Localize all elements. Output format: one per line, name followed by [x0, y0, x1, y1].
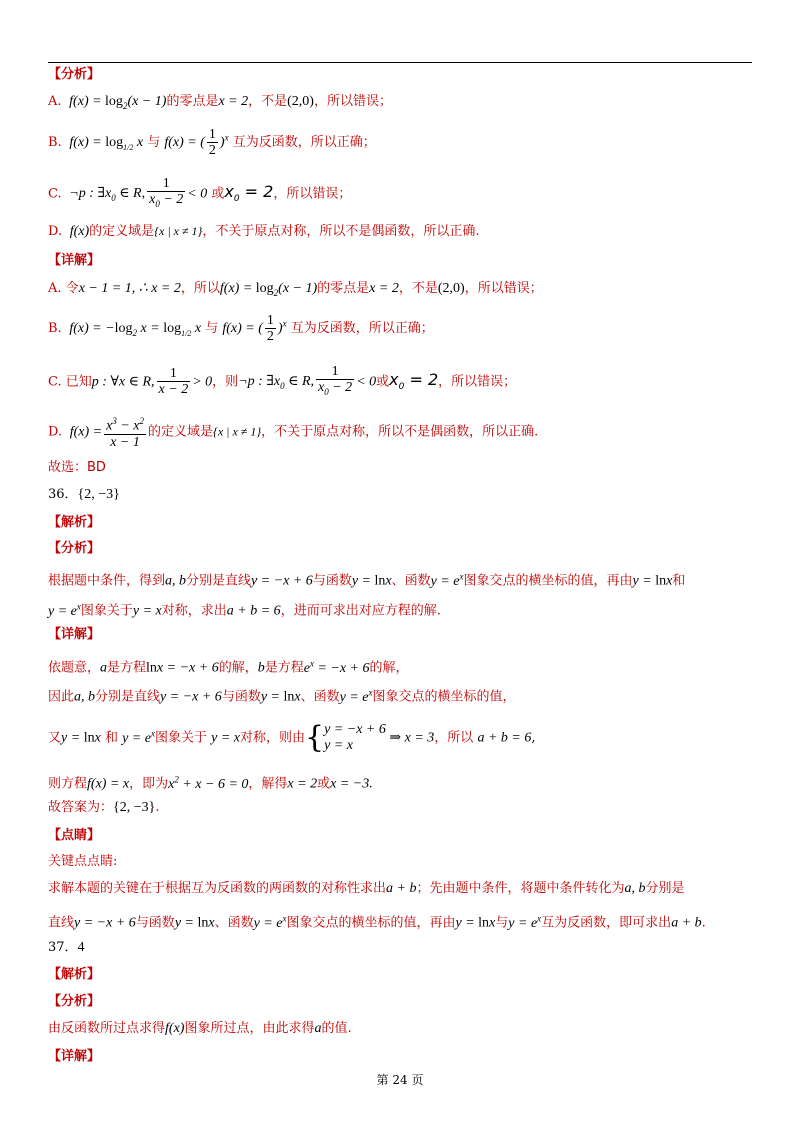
text: ，则: [212, 374, 239, 390]
math-expr: p : ∀x ∈ R,: [91, 374, 155, 390]
label-detail-37: 【详解】: [48, 1049, 101, 1064]
math-expr: a + b = 6: [226, 603, 281, 619]
label-detail-36: 【详解】: [48, 627, 101, 642]
item-prefix: C.: [48, 186, 62, 202]
q36-tip-l1: [48, 880, 685, 898]
analysis-b: [48, 127, 376, 158]
text: 对称，则由: [240, 730, 306, 746]
math-expr: y = lnx: [632, 573, 673, 589]
math-expr: x = 2: [218, 94, 249, 109]
math-expr: x − 1 = 1, ∴ x = 2: [78, 281, 181, 296]
math-expr: {x | x ≠ 1}: [154, 224, 203, 238]
math-expr: y = lnx: [260, 689, 301, 705]
math-frac: $\frac{1}{x_0 - 2}$: [318, 364, 353, 397]
text: ，所以错误；: [313, 94, 392, 109]
math-expr: )$^x$: [219, 132, 229, 150]
analysis-c: [48, 176, 351, 212]
math-expr: y = −x + 6: [74, 915, 136, 931]
item-prefix: C.: [48, 374, 62, 390]
text: ，进而可求出对应方程的解.: [280, 603, 441, 619]
math-expr: $x_0 = 2$: [224, 182, 274, 205]
math-expr: {x | x ≠ 1}: [213, 424, 262, 439]
math-frac: $\frac{1}{x_0 - 2}$: [149, 176, 184, 209]
text: ，所以: [180, 281, 220, 296]
text: 的定义域是: [89, 224, 155, 239]
label-analysis-36: 【分析】: [48, 541, 101, 556]
brace: {: [305, 720, 325, 755]
q37-answer-line: [48, 939, 85, 957]
q36-analysis-l1: [48, 567, 685, 591]
text: 依题意，: [48, 660, 101, 676]
text: 求解本题的关键在于根据互为反函数的两函数的对称性求出: [48, 881, 387, 896]
text: 分别是直线: [95, 689, 161, 705]
text: 的零点是: [166, 94, 219, 109]
math-expr: y = x: [132, 603, 162, 619]
math-expr: y = −x + 6: [251, 573, 313, 589]
text: 的值.: [321, 1021, 352, 1036]
text: 互为反函数，即可求出: [541, 915, 672, 931]
q36-detail-l1: [48, 654, 409, 678]
text: 图象交点的横坐标的值，再由: [463, 573, 633, 589]
text: 的解，: [218, 660, 258, 676]
math-expr: b: [257, 660, 265, 676]
math-expr: x = 2: [287, 776, 318, 792]
math-cases: y = −x + 6 y = x: [324, 722, 386, 753]
text: 是方程: [107, 660, 147, 676]
math-expr: f(x) =: [66, 424, 103, 440]
answer-35: 故选：BD: [48, 460, 106, 475]
math-expr: a + b: [386, 881, 417, 896]
final-answer: {2, −3}: [113, 800, 156, 815]
math-expr: $e^x = -x + 6$: [303, 658, 370, 676]
text: ，即为: [129, 776, 169, 792]
text: .: [701, 915, 706, 931]
q36-detail-l4: [48, 770, 373, 794]
math-expr: ¬p : $\exists x_0$ ∈ R,: [238, 374, 315, 392]
label-solution: 【解析】: [48, 515, 101, 530]
label-solution-37: 【解析】: [48, 967, 101, 982]
math-expr: y = −x + 6: [160, 689, 222, 705]
math-expr: x = −3.: [330, 776, 373, 792]
math-expr: $y = e^x$: [48, 601, 81, 619]
text: 的定义域是: [148, 424, 214, 440]
math-expr: a, b: [624, 881, 646, 896]
text: 或: [211, 186, 225, 202]
item-prefix: D.: [48, 224, 63, 239]
detail-d: [48, 414, 538, 450]
math-expr: (2,0): [287, 94, 314, 109]
detail-b: [48, 313, 434, 344]
math-expr: $y = e^x$: [430, 571, 464, 589]
q36-analysis-l2: [48, 597, 441, 621]
math-expr: y = lnx: [174, 915, 215, 931]
text: ，不关于原点对称，所以不是偶函数，所以正确.: [202, 224, 480, 239]
text: ，不是: [398, 281, 438, 296]
math-expr: y = lnx: [351, 573, 392, 589]
text: 、函数: [391, 573, 431, 589]
tip-title: 关键点点睛:: [48, 854, 118, 869]
text: 、函数: [214, 915, 254, 931]
text: 图象关于: [154, 730, 207, 746]
math-expr: (2,0): [437, 281, 465, 296]
math-expr: )$^x$: [277, 318, 287, 336]
math-expr: $f(x) = \log_{1/2} x$: [65, 135, 144, 152]
text: ，所以: [434, 730, 474, 746]
text: 、函数: [300, 689, 340, 705]
math-expr: $y = e^x$: [253, 913, 287, 931]
math-expr: x = 2: [369, 281, 399, 296]
detail-a: [48, 280, 543, 302]
text: 因此: [48, 689, 75, 705]
text: ，所以错误；: [464, 281, 543, 296]
text: 分别是直线: [186, 573, 252, 589]
question-answer: {2, −3}: [77, 487, 120, 502]
math-expr: ⇒ x = 3: [385, 730, 435, 746]
label-detail: 【详解】: [48, 253, 101, 268]
math-expr: $x_0 = 2$: [389, 370, 439, 393]
text: 互为反函数，所以正确；: [290, 321, 434, 336]
q36-tip-l2: [48, 909, 706, 933]
text: 是方程: [264, 660, 304, 676]
q37-analysis: [48, 1020, 352, 1038]
math-frac: $\frac{1}{x - 2}$: [158, 366, 189, 398]
math-expr: f(x) = (: [164, 135, 205, 150]
text: 图象所过点，由此求得: [184, 1021, 315, 1036]
math-expr: a + b = 6: [477, 730, 532, 746]
text: 已知: [65, 374, 92, 390]
math-expr: < 0: [187, 186, 208, 202]
math-expr: f(x) = (: [222, 321, 263, 336]
math-expr: $y = e^x$: [122, 727, 155, 746]
page-footer: 第 24 页: [376, 1073, 424, 1087]
text: 令: [65, 281, 79, 296]
label-analysis: 【分析】: [48, 67, 101, 82]
text: 对称，求出: [161, 603, 227, 619]
text: 与函数: [221, 689, 261, 705]
question-number: 36．: [48, 487, 78, 502]
text: 图象关于: [80, 603, 133, 619]
text: ；先由题中条件，将题中条件转化为: [416, 881, 625, 896]
math-frac: $\frac{x^3 - x^2}{x - 1}$: [106, 416, 144, 450]
text: 与: [205, 321, 219, 336]
text: 和: [672, 573, 686, 589]
math-expr: a + b: [671, 915, 702, 931]
text: 与函数: [135, 915, 175, 931]
label-tip: 【点睛】: [48, 828, 101, 843]
text: 互为反函数，所以正确；: [232, 135, 376, 150]
text: 的解，: [369, 660, 409, 676]
text: 故答案为：: [48, 800, 114, 815]
label-analysis-37: 【分析】: [48, 994, 101, 1009]
q36-detail-l3: 又y = lnx 和 $y = e^x$图象关于 y = x对称，则由{ y = −x + 6 y = x ⇒ x = 3，所以 a + b = 6,: [48, 720, 536, 755]
text: 与: [147, 135, 161, 150]
top-rule: [48, 62, 752, 63]
text: 的零点是: [317, 281, 370, 296]
item-prefix: A.: [48, 94, 62, 109]
math-frac: $\frac{1}{2}$: [266, 313, 274, 344]
math-expr: f(x) = x: [87, 776, 130, 792]
text: 与函数: [312, 573, 352, 589]
text: ，不是: [248, 94, 288, 109]
math-expr: $f(x) = \log_2(x - 1)$: [219, 281, 318, 298]
math-expr: y = lnx: [61, 730, 101, 746]
item-prefix: D.: [48, 424, 63, 440]
q36-answer-line: [48, 486, 120, 504]
math-expr: a: [314, 1021, 322, 1036]
question-answer: 4: [77, 940, 85, 955]
text: 与: [495, 915, 509, 931]
q36-detail-l5: [48, 799, 160, 817]
analysis-d: [48, 222, 479, 241]
math-expr: $f(x) = \log_2(x - 1)$: [65, 94, 167, 111]
item-prefix: B.: [48, 135, 62, 150]
math-frac: $\frac{1}{2}$: [208, 127, 216, 158]
math-expr: $x^2 + x - 6 = 0$: [168, 774, 249, 792]
text: 直线: [48, 915, 75, 931]
text: ，所以错误；: [438, 374, 517, 390]
math-expr: a: [100, 660, 108, 676]
q36-detail-l2: [48, 683, 516, 707]
text: 根据题中条件，得到: [48, 573, 166, 589]
math-expr: ¬p : $\exists x_0$ ∈ R,: [65, 186, 146, 204]
analysis-a: [48, 93, 392, 115]
math-expr: y = lnx: [455, 915, 496, 931]
text: .: [155, 800, 160, 815]
detail-c: [48, 364, 516, 400]
math-expr: y = x: [211, 730, 240, 746]
question-number: 37．: [48, 940, 78, 955]
text: 又: [48, 730, 62, 746]
math-expr: < 0: [356, 374, 377, 390]
math-expr: lnx = −x + 6: [146, 660, 219, 676]
text: 由反函数所过点求得: [48, 1021, 166, 1036]
text: 和: [104, 730, 118, 746]
text: 图象交点的横坐标的值，再由: [286, 915, 456, 931]
text: 或: [376, 374, 390, 390]
item-prefix: A.: [48, 281, 62, 296]
text: ，解得: [248, 776, 288, 792]
text: 分别是: [645, 881, 685, 896]
math-expr: $f(x) = -\log_2$ $x = \log_{1/2} x$: [65, 321, 202, 338]
text: 则方程: [48, 776, 88, 792]
text: ，不关于原点对称，所以不是偶函数，所以正确.: [261, 424, 539, 440]
text: 图象交点的横坐标的值，: [372, 689, 516, 705]
math-expr: f(x): [165, 1021, 185, 1036]
math-expr: a, b: [74, 689, 96, 705]
text: 或: [317, 776, 331, 792]
item-prefix: B.: [48, 321, 62, 336]
math-expr: $y = e^x$: [339, 687, 373, 705]
text: ，所以错误；: [273, 186, 352, 202]
math-expr: $y = e^x$: [508, 913, 542, 931]
math-expr: > 0: [192, 374, 213, 390]
math-expr: a, b: [165, 573, 187, 589]
math-expr: f(x): [66, 224, 90, 239]
